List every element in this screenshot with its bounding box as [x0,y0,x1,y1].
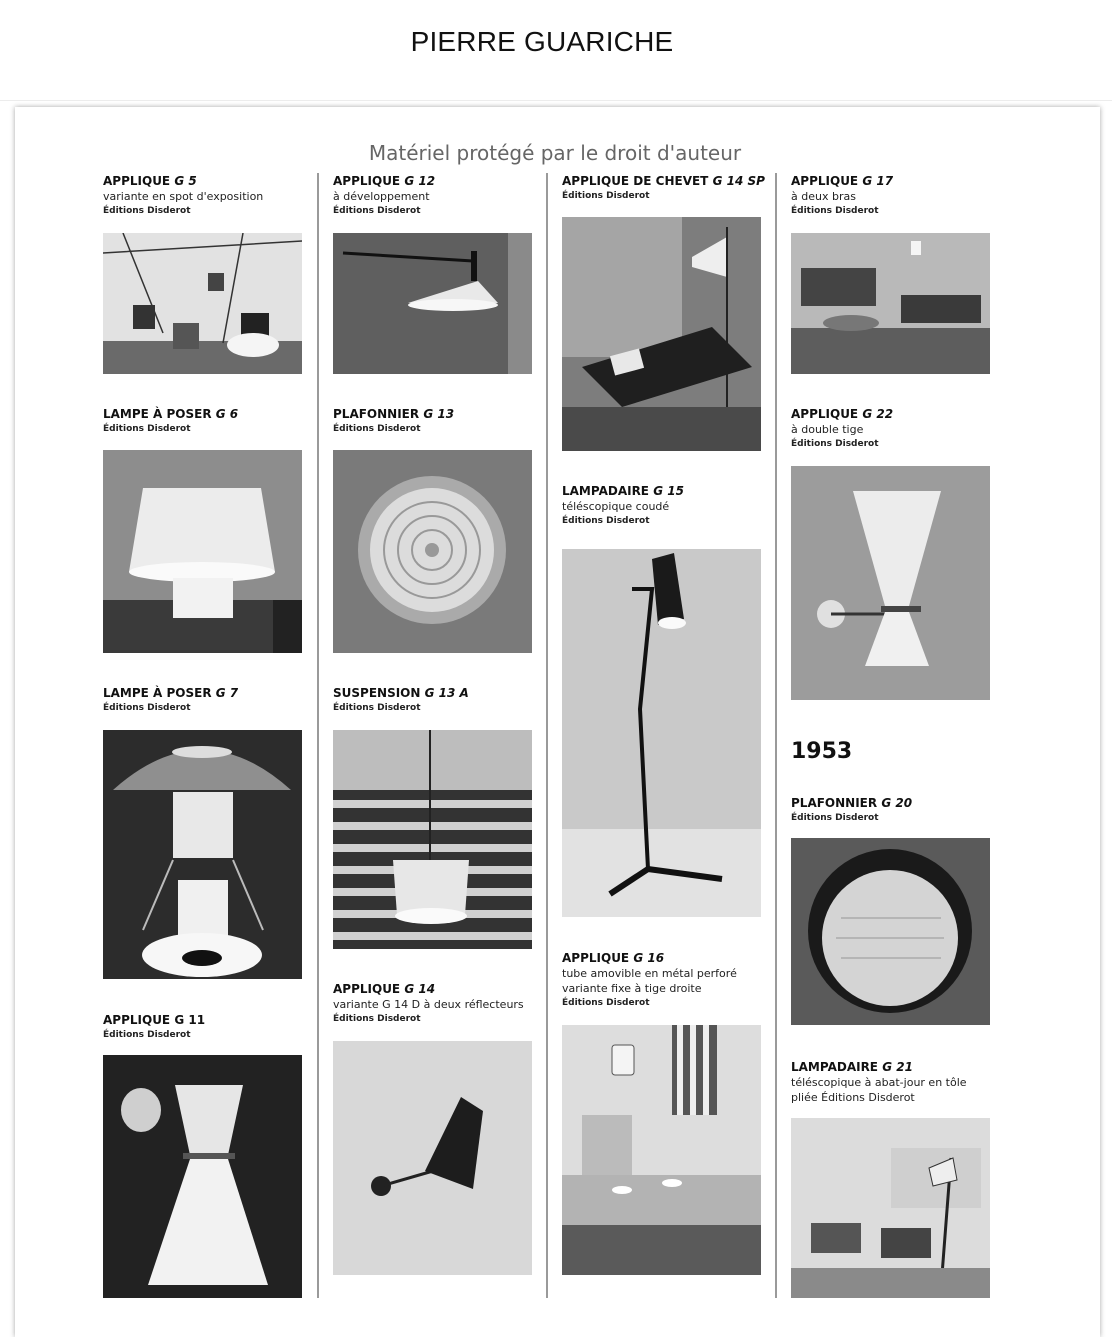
catalog-item [333,174,435,219]
product-photo [562,1025,761,1275]
item-publisher: Éditions Disderot [103,206,191,216]
item-publisher: Éditions Disderot [333,424,421,434]
product-photo [562,549,761,917]
product-photo [103,1055,302,1298]
product-photo [103,233,302,374]
item-description: tube amovible en métal perforé [562,967,737,980]
column-divider [775,173,777,1298]
item-title: LAMPADAIRE G 21 [791,1060,913,1074]
item-title: APPLIQUE G 5 [103,174,197,188]
item-title: APPLIQUE G 12 [333,174,436,188]
item-publisher: Éditions Disderot [103,703,191,713]
item-publisher: Éditions Disderot [333,703,421,713]
catalog-item [103,407,238,437]
item-description: à deux bras [791,190,856,203]
item-title: APPLIQUE G 22 [791,407,894,421]
page-title: PIERRE GUARICHE [410,26,674,57]
column-divider [317,173,319,1298]
item-description: variante en spot d'exposition [103,190,264,203]
item-publisher: Éditions Disderot [103,1030,191,1040]
catalog-item [791,796,912,826]
item-publisher: Éditions Disderot [791,813,879,823]
product-photo [791,838,990,1025]
catalog-item [791,1060,967,1105]
product-photo [791,466,990,700]
product-photo [103,730,302,979]
product-photo [333,450,532,653]
item-description: téléscopique à abat-jour en tôle [791,1076,967,1089]
item-publisher: Éditions Disderot [333,206,421,216]
catalog-item [333,407,454,437]
item-publisher: Éditions Disderot [562,191,650,201]
catalog-item [103,1013,205,1043]
catalog-item [333,982,524,1027]
item-title: LAMPE À POSER G 7 [103,686,239,700]
catalog-item [791,407,893,452]
item-title: LAMPE À POSER G 6 [103,407,239,421]
item-title: APPLIQUE G 11 [103,1013,206,1027]
catalog-item [562,484,684,529]
catalog-item [562,951,737,1011]
item-title: SUSPENSION G 13 A [333,686,469,700]
item-description: à développement [333,190,430,203]
item-description: téléscopique coudé [562,500,670,513]
item-description: à double tige [791,423,864,436]
product-photo [333,1041,532,1275]
catalog-item [103,174,263,219]
catalog-page[interactable] [15,107,1100,1337]
item-publisher: Éditions Disderot [791,439,879,449]
product-photo [333,233,532,374]
product-photo [333,730,532,949]
column-divider [546,173,548,1298]
item-title: LAMPADAIRE G 15 [562,484,684,498]
item-publisher: Éditions Disderot [562,998,650,1008]
product-photo [791,1118,990,1298]
item-title: PLAFONNIER G 20 [791,796,913,810]
catalog-item [562,174,765,204]
item-description: variante G 14 D à deux réflecteurs [333,998,524,1011]
catalog-item [333,686,469,716]
item-title: APPLIQUE G 17 [791,174,894,188]
item-description: pliée Éditions Disderot [791,1091,915,1104]
top-bar [0,0,1112,101]
item-publisher: Éditions Disderot [333,1014,421,1024]
product-photo [562,217,761,451]
product-photo [103,450,302,653]
copyright-watermark: Matériel protégé par le droit d'auteur [368,141,742,165]
item-title: APPLIQUE G 16 [562,951,665,965]
catalog-item [791,174,893,219]
item-description: variante fixe à tige droite [562,982,702,995]
item-title: PLAFONNIER G 13 [333,407,455,421]
product-photo [791,233,990,374]
item-title: APPLIQUE G 14 [333,982,436,996]
catalog-item [103,686,238,716]
item-title: APPLIQUE DE CHEVET G 14 SP [562,174,765,188]
item-publisher: Éditions Disderot [791,206,879,216]
item-publisher: Éditions Disderot [562,516,650,526]
item-publisher: Éditions Disderot [103,424,191,434]
year-heading: 1953 [791,739,853,764]
